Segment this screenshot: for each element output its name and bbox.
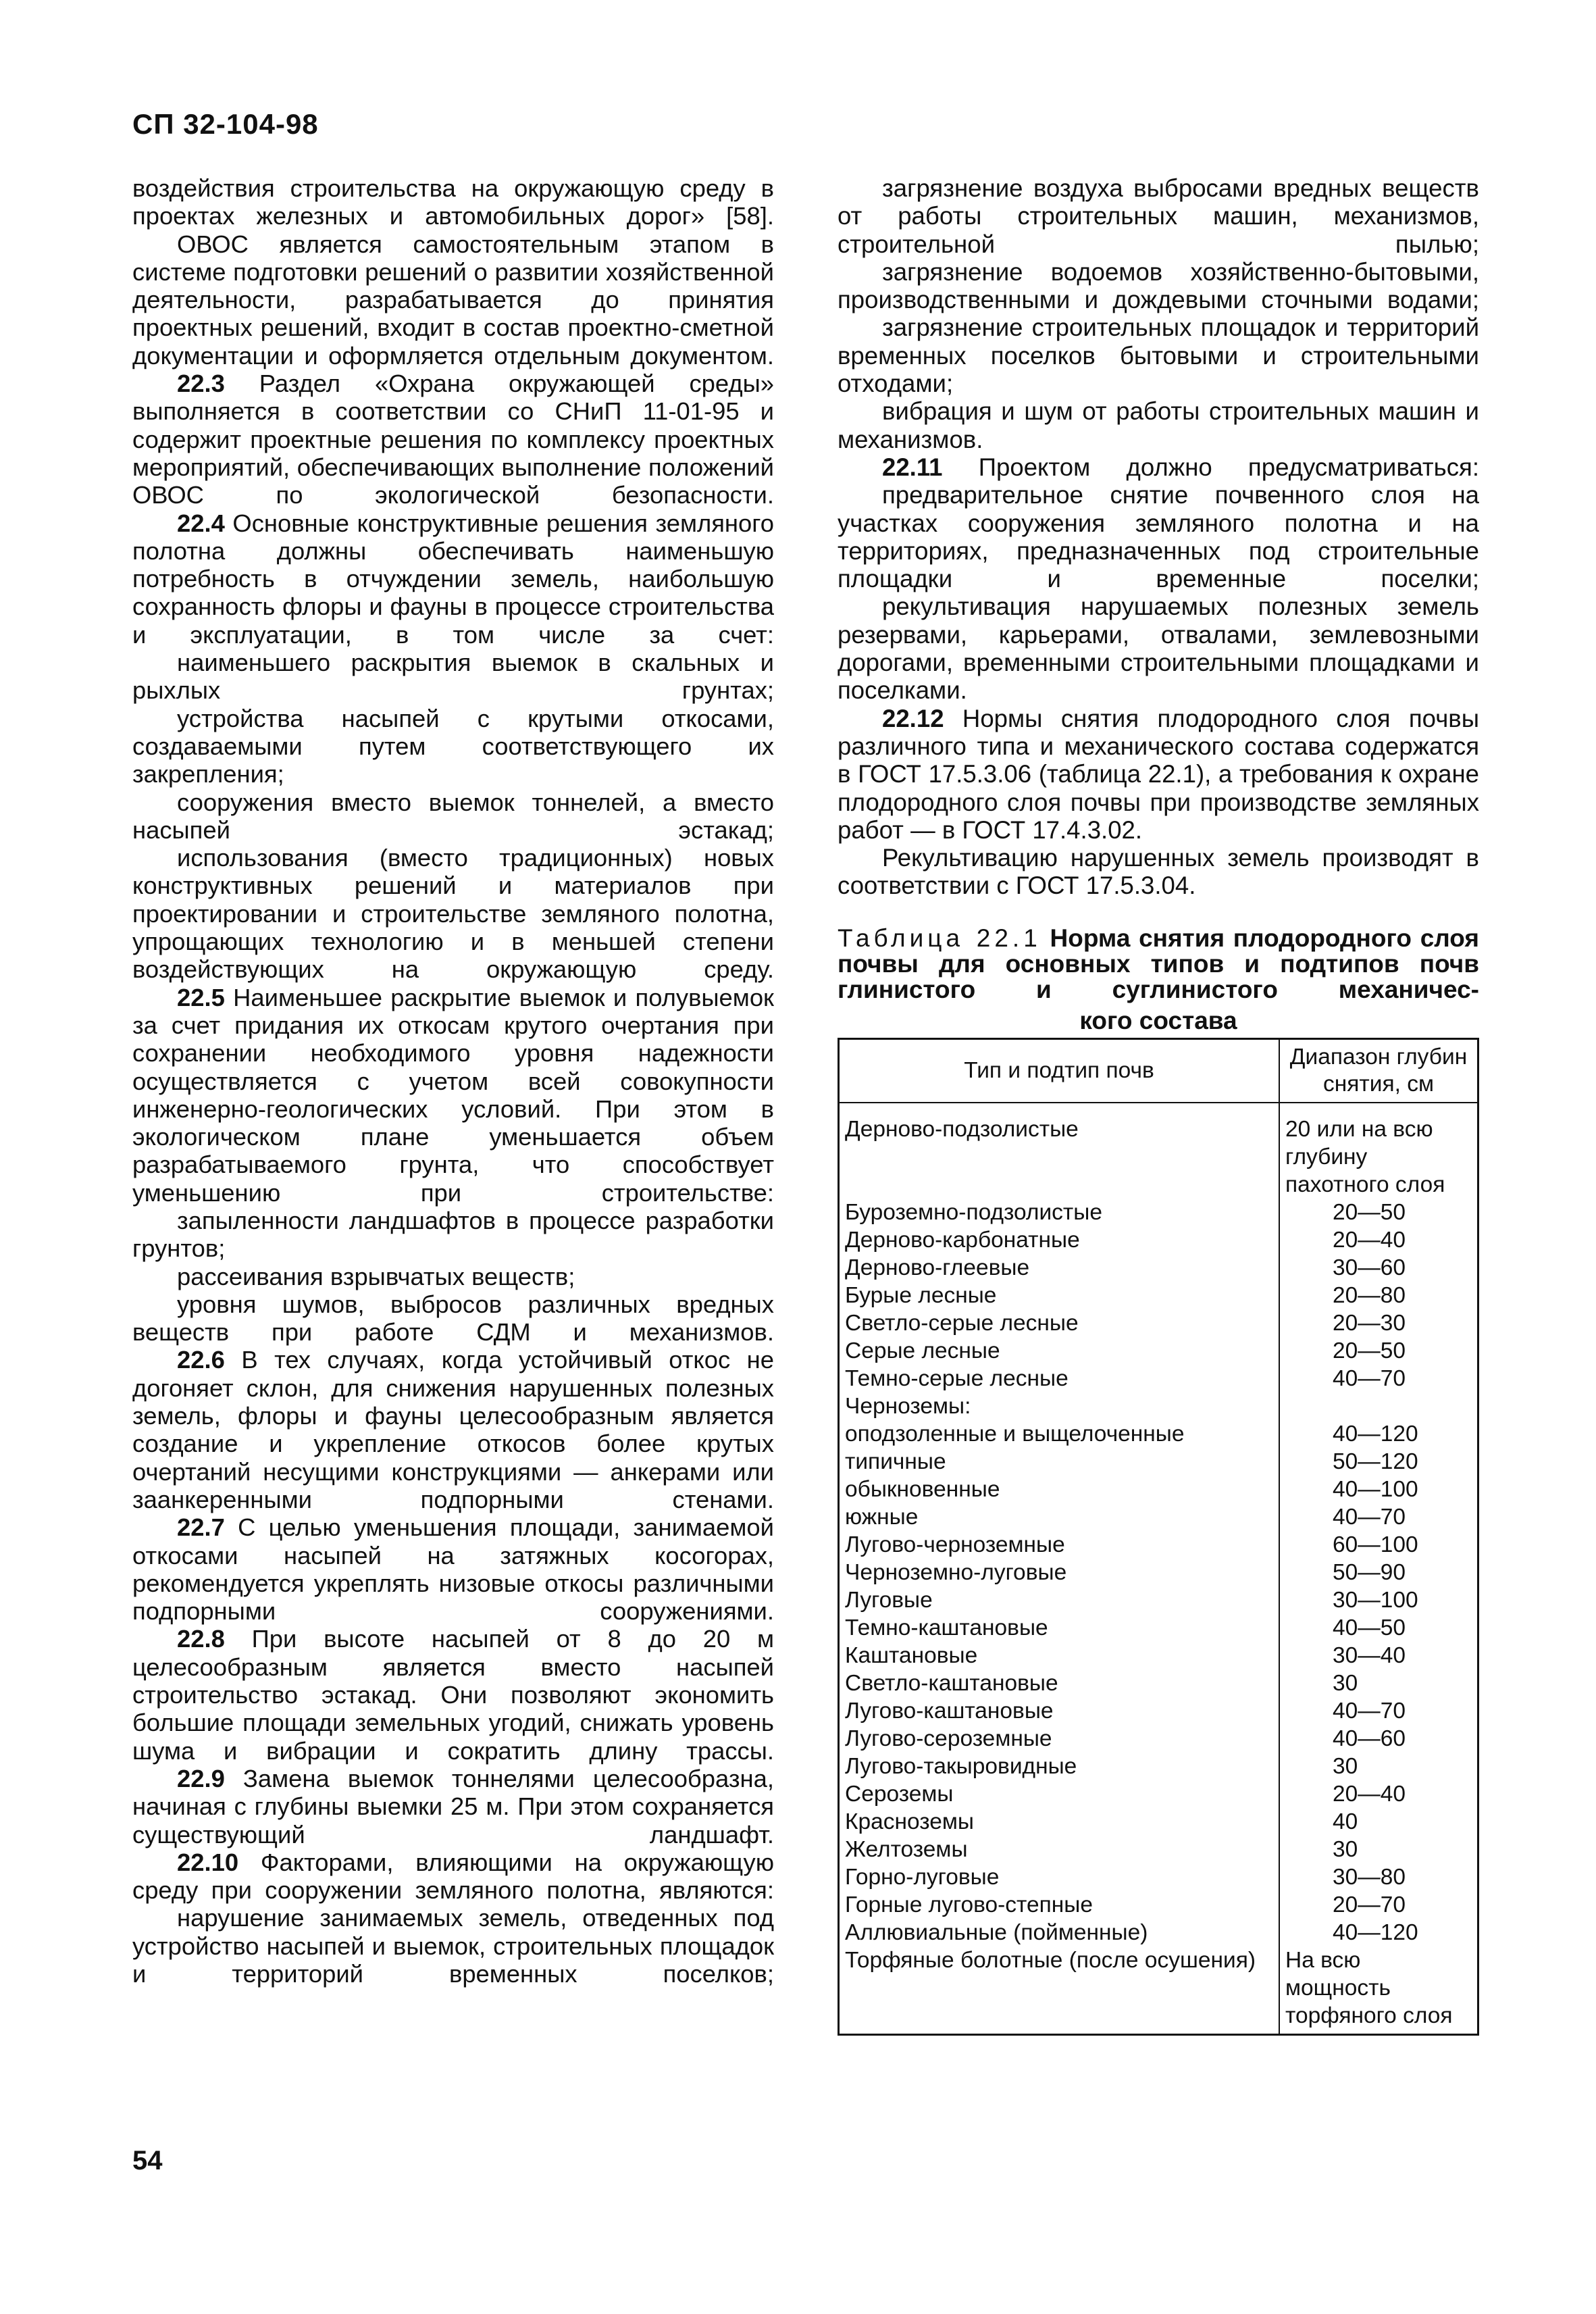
soil-type-cell: Черноземы: bbox=[845, 1393, 971, 1419]
paragraph bbox=[132, 174, 774, 230]
soil-type-cell: южные bbox=[845, 1504, 919, 1530]
paragraph-22-8 bbox=[132, 1625, 774, 1764]
soil-type-cell: Горные лугово-степные bbox=[845, 1892, 1093, 1917]
list-item bbox=[132, 844, 774, 983]
soil-type-cell: типичные bbox=[845, 1449, 946, 1474]
depth-range-cell: 40—120 bbox=[1279, 1420, 1478, 1448]
table-row bbox=[839, 1365, 1478, 1392]
soil-type-cell: Красноземы bbox=[845, 1809, 975, 1834]
list-item bbox=[132, 1207, 774, 1263]
clause-number: 22.9 bbox=[177, 1764, 225, 1792]
paragraph-text: Наименьшее раскрытие выемок и полувыемок за счет придания их откосам крутого очертания при сохранении необходимого уровня надежности осуществляется с учетом всей совокупности инженерно-геологических условий. При этом в экологическом плане уменьшается объем разрабатываемого грунта, что способствует уменьшению при строительстве: bbox=[132, 983, 774, 1207]
table-title-end: кого состава bbox=[1079, 1006, 1237, 1034]
table-row bbox=[839, 1420, 1478, 1448]
list-item bbox=[838, 593, 1479, 704]
soil-type-cell: обыкновенные bbox=[845, 1476, 1000, 1502]
table-row bbox=[839, 1282, 1478, 1309]
table-header-row bbox=[839, 1038, 1478, 1103]
table-row bbox=[839, 1669, 1478, 1697]
table-row bbox=[839, 1199, 1478, 1226]
soil-type-cell: Сероземы bbox=[845, 1781, 954, 1807]
clause-number: 22.7 bbox=[177, 1513, 225, 1542]
table-row bbox=[839, 1642, 1478, 1669]
clause-number: 22.5 bbox=[177, 983, 225, 1011]
paragraph-text: Нормы снятия плодородного слоя почвы различного типа и механического состава содержатся в ГОСТ 17.5.3.06 (таблица 22.1), а требования к охране плодородного слоя почвы при производстве земляных работ — в ГОСТ 17.4.3.02. bbox=[838, 704, 1479, 844]
document-code: СП 32-104-98 bbox=[132, 108, 319, 140]
paragraph bbox=[838, 844, 1479, 900]
paragraph-text: Рекультивацию нарушенных земель производят в соответствии с ГОСТ 17.5.3.04. bbox=[838, 844, 1479, 900]
paragraph-22-4 bbox=[132, 509, 774, 649]
depth-range-cell: 40—50 bbox=[1279, 1614, 1478, 1642]
depth-range-cell: 30—80 bbox=[1279, 1863, 1478, 1891]
page-number: 54 bbox=[132, 2146, 163, 2175]
paragraph-text: При высоте насыпей от 8 до 20 м целесообразным является вместо насыпей строительство эстакад. Они позволяют экономить большие площади земельных угодий, снижать уровень шума и вибрации и сократить длину трассы. bbox=[132, 1625, 774, 1765]
table-row bbox=[839, 1780, 1478, 1808]
paragraph-text: В тех случаях, когда устойчивый откос не догоняет склон, для снижения нарушенных полезных земель, флоры и фауны целесообразным является создание и укрепление откосов более крутых очертаний несущими конструкциями — анкерами или заанкеренными подпорными стенами. bbox=[132, 1346, 774, 1513]
paragraph-text: устройства насыпей с крутыми откосами, создаваемыми путем соответствующего их закрепления; bbox=[132, 704, 774, 788]
paragraph-22-10 bbox=[132, 1848, 774, 1905]
soil-type-cell: Бурые лесные bbox=[845, 1282, 997, 1308]
paragraph-text: Раздел «Охрана окружающей среды» выполняется в соответствии со СНиП 11-01-95 и содержит проектные решения по комплексу проектных мероприятий, обеспечивающих выполнение положений ОВОС по экологической безопасности. bbox=[132, 370, 774, 509]
depth-range-cell: 40 bbox=[1279, 1808, 1478, 1836]
table-row bbox=[839, 1891, 1478, 1919]
paragraph-text: загрязнение водоемов хозяйственно-бытовыми, производственными и дождевыми сточными водами; bbox=[838, 257, 1479, 314]
depth-range-cell bbox=[1279, 1392, 1478, 1420]
depth-range-cell: 30—60 bbox=[1279, 1254, 1478, 1282]
table-title: Норма снятия плодородного слоя почвы для основных типов и подтипов почв глинистого и суглинистого механичес- bbox=[838, 924, 1479, 1003]
paragraph-text: рекультивация нарушаемых полезных земель резервами, карьерами, отвалами, землевозными дорогами, временными строительными площадками и поселками. bbox=[838, 593, 1479, 705]
paragraph bbox=[132, 230, 774, 370]
soil-type-cell: Темно-каштановые bbox=[845, 1615, 1048, 1640]
paragraph-text: использования (вместо традиционных) новых конструктивных решений и материалов при проектировании и строительстве земляного полотна, упрощающих технологию и в меньшей степени воздействующих на окружающую среду. bbox=[132, 844, 774, 984]
depth-range-cell: 40—120 bbox=[1279, 1919, 1478, 1946]
clause-number: 22.12 bbox=[882, 704, 944, 732]
soil-type-cell: Торфяные болотные (после осушения) bbox=[845, 1947, 1256, 1973]
list-item bbox=[838, 174, 1479, 258]
paragraph-text: рассеивания взрывчатых веществ; bbox=[177, 1262, 575, 1290]
paragraph-22-9 bbox=[132, 1765, 774, 1848]
table-row bbox=[839, 1254, 1478, 1282]
clause-number: 22.4 bbox=[177, 509, 225, 537]
paragraph-22-12 bbox=[838, 705, 1479, 844]
table-row bbox=[839, 1919, 1478, 1946]
table-row bbox=[839, 1863, 1478, 1891]
table-row bbox=[839, 1808, 1478, 1836]
soil-type-cell: Светло-серые лесные bbox=[845, 1310, 1079, 1336]
list-item bbox=[838, 397, 1479, 453]
table-row bbox=[839, 1836, 1478, 1863]
paragraph-text: Основные конструктивные решения земляного полотна должны обеспечивать наименьшую потребность в отчуждении земель, наибольшую сохранность флоры и фауны в процессе строительства и эксплуатации, в том числе за счет: bbox=[132, 509, 774, 649]
table-row bbox=[839, 1946, 1478, 2035]
paragraph-22-6 bbox=[132, 1346, 774, 1513]
clause-number: 22.8 bbox=[177, 1625, 225, 1653]
depth-range-cell: 20 или на всю глубину пахотного слоя bbox=[1279, 1103, 1478, 1199]
column-header-type: Тип и подтип почв bbox=[839, 1038, 1280, 1103]
paragraph-text: нарушение занимаемых земель, отведенных под устройство насыпей и выемок, строительных площадок и территорий временных поселков; bbox=[132, 1904, 774, 1988]
soil-type-cell: Серые лесные bbox=[845, 1338, 1000, 1363]
paragraph-text: уровня шумов, выбросов различных вредных веществ при работе СДМ и механизмов. bbox=[132, 1290, 774, 1347]
soil-type-cell: Дерново-карбонатные bbox=[845, 1227, 1080, 1253]
list-item bbox=[132, 705, 774, 788]
paragraph-text: С целью уменьшения площади, занимаемой откосами насыпей на затяжных косогорах, рекомендуется укреплять низовые откосы различными подпорными сооружениями. bbox=[132, 1513, 774, 1626]
depth-range-cell: 20—50 bbox=[1279, 1199, 1478, 1226]
list-item bbox=[132, 649, 774, 705]
soil-type-cell: Луговые bbox=[845, 1587, 933, 1613]
paragraph-text: загрязнение воздуха выбросами вредных веществ от работы строительных машин, механизмов, строительной пылью; bbox=[838, 174, 1479, 258]
soil-type-cell: Темно-серые лесные bbox=[845, 1365, 1069, 1391]
table-row bbox=[839, 1392, 1478, 1420]
paragraph-text: сооружения вместо выемок тоннелей, а вместо насыпей эстакад; bbox=[132, 788, 774, 844]
depth-range-cell: 60—100 bbox=[1279, 1531, 1478, 1559]
depth-range-cell: 40—60 bbox=[1279, 1725, 1478, 1753]
paragraph-text: воздействия строительства на окружающую среду в проектах железных и автомобильных дорог» [58]. bbox=[132, 174, 774, 230]
soil-type-cell: Буроземно-подзолистые bbox=[845, 1199, 1102, 1225]
depth-range-cell: 20—40 bbox=[1279, 1780, 1478, 1808]
paragraph-text: наименьшего раскрытия выемок в скальных и рыхлых грунтах; bbox=[132, 649, 774, 705]
paragraph-22-3 bbox=[132, 370, 774, 509]
paragraph-text: предварительное снятие почвенного слоя на участках сооружения земляного полотна и на территориях, предназначенных под строительные площадки и временные поселки; bbox=[838, 481, 1479, 593]
depth-range-cell: 30—100 bbox=[1279, 1586, 1478, 1614]
soil-type-cell: Лугово-сероземные bbox=[845, 1726, 1052, 1751]
list-item bbox=[132, 1263, 774, 1290]
list-item bbox=[838, 481, 1479, 593]
depth-range-cell: 50—90 bbox=[1279, 1559, 1478, 1586]
clause-number: 22.3 bbox=[177, 370, 225, 398]
table-row bbox=[839, 1103, 1478, 1199]
soil-table bbox=[838, 1038, 1479, 2036]
table-row bbox=[839, 1476, 1478, 1503]
paragraph-text: вибрация и шум от работы строительных машин и механизмов. bbox=[838, 397, 1479, 453]
soil-type-cell: Желтоземы bbox=[845, 1836, 968, 1862]
table-row bbox=[839, 1697, 1478, 1725]
depth-range-cell: 40—70 bbox=[1279, 1697, 1478, 1725]
column-header-range: Диапазон глубин снятия, см bbox=[1279, 1038, 1478, 1103]
paragraph-22-11 bbox=[838, 453, 1479, 481]
table-row bbox=[839, 1309, 1478, 1337]
depth-range-cell: На всю мощность торфяного слоя bbox=[1279, 1946, 1478, 2035]
depth-range-cell: 20—80 bbox=[1279, 1282, 1478, 1309]
depth-range-cell: 30 bbox=[1279, 1836, 1478, 1863]
paragraph-text: Проектом должно предусматриваться: bbox=[978, 453, 1479, 481]
list-item bbox=[132, 788, 774, 845]
depth-range-cell: 30 bbox=[1279, 1753, 1478, 1780]
soil-type-cell: Светло-каштановые bbox=[845, 1670, 1058, 1696]
soil-type-cell: Лугово-такыровидные bbox=[845, 1753, 1077, 1779]
paragraph-text: ОВОС является самостоятельным этапом в системе подготовки решений о развитии хозяйственной деятельности, разрабатывается до принятия проектных решений, входит в состав проектно-сметной документации и оформляется отдельным документом. bbox=[132, 230, 774, 370]
table-row bbox=[839, 1448, 1478, 1476]
depth-range-cell: 20—30 bbox=[1279, 1309, 1478, 1337]
clause-number: 22.11 bbox=[882, 453, 943, 481]
paragraph-text: Факторами, влияющими на окружающую среду при сооружении земляного полотна, являются: bbox=[132, 1848, 774, 1905]
soil-type-cell: Каштановые bbox=[845, 1642, 978, 1668]
list-item bbox=[838, 313, 1479, 397]
table-row bbox=[839, 1725, 1478, 1753]
table-caption bbox=[838, 926, 1479, 1003]
table-row bbox=[839, 1614, 1478, 1642]
paragraph-22-5 bbox=[132, 984, 774, 1207]
depth-range-cell: 40—70 bbox=[1279, 1365, 1478, 1392]
list-item bbox=[132, 1904, 774, 1988]
right-column bbox=[838, 174, 1479, 2036]
soil-type-cell: Аллювиальные (пойменные) bbox=[845, 1919, 1148, 1945]
table-row bbox=[839, 1337, 1478, 1365]
table-row bbox=[839, 1753, 1478, 1780]
table-row bbox=[839, 1559, 1478, 1586]
depth-range-cell: 20—40 bbox=[1279, 1226, 1478, 1254]
table-row bbox=[839, 1226, 1478, 1254]
depth-range-cell: 20—70 bbox=[1279, 1891, 1478, 1919]
table-body bbox=[839, 1103, 1478, 2035]
paragraph-22-7 bbox=[132, 1513, 774, 1625]
list-item bbox=[838, 258, 1479, 314]
soil-type-cell: Лугово-каштановые bbox=[845, 1698, 1054, 1724]
table-row bbox=[839, 1531, 1478, 1559]
soil-type-cell: Дерново-подзолистые bbox=[845, 1116, 1079, 1142]
paragraph-text: запыленности ландшафтов в процессе разработки грунтов; bbox=[132, 1206, 774, 1263]
depth-range-cell: 50—120 bbox=[1279, 1448, 1478, 1476]
soil-type-cell: Дерново-глеевые bbox=[845, 1255, 1030, 1280]
list-item bbox=[132, 1290, 774, 1347]
depth-range-cell: 20—50 bbox=[1279, 1337, 1478, 1365]
clause-number: 22.6 bbox=[177, 1346, 225, 1374]
table-row bbox=[839, 1503, 1478, 1531]
left-column bbox=[132, 174, 774, 1988]
paragraph-text: загрязнение строительных площадок и территорий временных поселков бытовыми и строительными отходами; bbox=[838, 313, 1479, 398]
depth-range-cell: 40—100 bbox=[1279, 1476, 1478, 1503]
clause-number: 22.10 bbox=[177, 1848, 239, 1876]
soil-type-cell: оподзоленные и выщелоченные bbox=[845, 1421, 1185, 1447]
paragraph-text: Замена выемок тоннелями целесообразна, начиная с глубины выемки 25 м. При этом сохраняется существующий ландшафт. bbox=[132, 1764, 774, 1848]
table-row bbox=[839, 1586, 1478, 1614]
depth-range-cell: 30 bbox=[1279, 1669, 1478, 1697]
soil-type-cell: Горно-луговые bbox=[845, 1864, 1000, 1890]
table-label: Таблица 22.1 bbox=[838, 924, 1041, 952]
depth-range-cell: 30—40 bbox=[1279, 1642, 1478, 1669]
soil-type-cell: Черноземно-луговые bbox=[845, 1559, 1067, 1585]
depth-range-cell: 40—70 bbox=[1279, 1503, 1478, 1531]
soil-type-cell: Лугово-черноземные bbox=[845, 1532, 1065, 1557]
